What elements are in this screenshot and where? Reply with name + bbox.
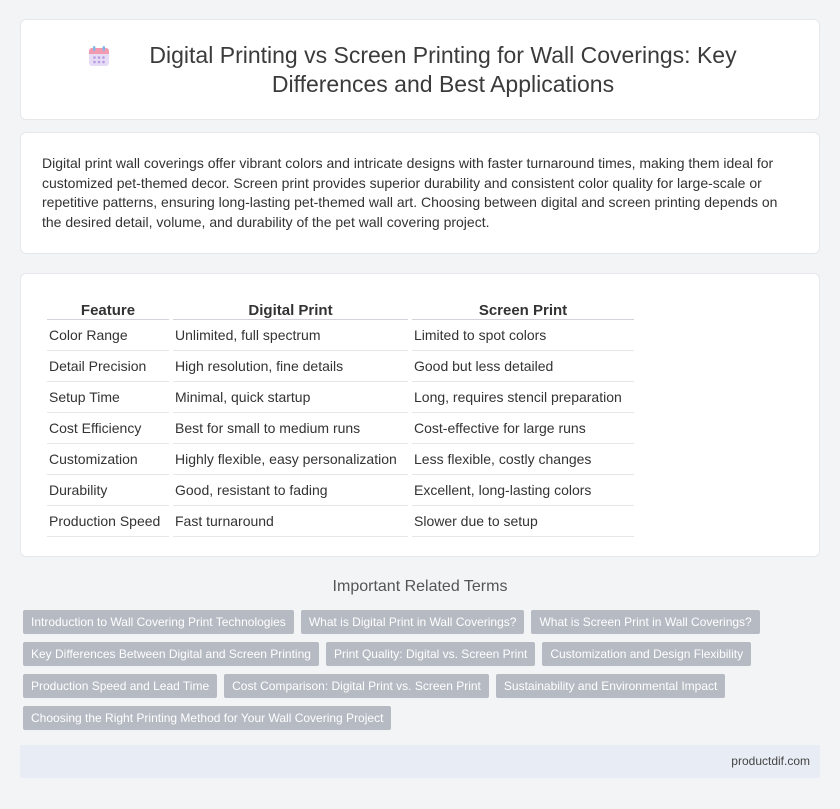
- related-term-tag[interactable]: Sustainability and Environmental Impact: [496, 674, 725, 698]
- related-terms-list: [23, 610, 813, 738]
- screen-cell: Limited to spot colors: [412, 320, 634, 351]
- feature-cell: Production Speed: [47, 506, 169, 537]
- page-title: Digital Printing vs Screen Printing for Wall Coverings: Key Differences and Best Applications: [149, 41, 737, 97]
- digital-cell: Minimal, quick startup: [173, 382, 408, 413]
- feature-cell: Customization: [47, 444, 169, 475]
- related-term-tag[interactable]: Cost Comparison: Digital Print vs. Screen Print: [224, 674, 489, 698]
- header-card: [20, 19, 820, 120]
- table-row: [47, 413, 634, 444]
- related-term-tag[interactable]: Introduction to Wall Covering Print Technologies: [23, 610, 294, 634]
- header-digital-print: Digital Print: [173, 296, 408, 320]
- feature-cell: Color Range: [47, 320, 169, 351]
- related-term-tag[interactable]: What is Screen Print in Wall Coverings?: [531, 610, 759, 634]
- screen-cell: Excellent, long-lasting colors: [412, 475, 634, 506]
- comparison-table: [43, 296, 638, 537]
- table-row: [47, 351, 634, 382]
- related-terms-title: Important Related Terms: [332, 578, 508, 595]
- digital-cell: Fast turnaround: [173, 506, 408, 537]
- table-row: [47, 506, 634, 537]
- footer-site-link[interactable]: productdif.com: [731, 754, 810, 768]
- comparison-card: [20, 273, 820, 557]
- related-term-tag[interactable]: Print Quality: Digital vs. Screen Print: [326, 642, 535, 666]
- table-header-row: [47, 296, 634, 320]
- intro-text: Digital print wall coverings offer vibrant colors and intricate designs with faster turnaround times, making them ideal for customized pet-themed decor. Screen print provides superior durability and consistent color quality for large-scale or repetitive patterns, ensuring long-lasting pet-themed wall art. Choosing between digital and screen printing depends on the desired detail, volume, and durability of the pet wall covering project.: [42, 155, 778, 230]
- related-term-tag[interactable]: Key Differences Between Digital and Screen Printing: [23, 642, 319, 666]
- screen-cell: Cost-effective for large runs: [412, 413, 634, 444]
- feature-cell: Setup Time: [47, 382, 169, 413]
- digital-cell: Highly flexible, easy personalization: [173, 444, 408, 475]
- related-term-tag[interactable]: Customization and Design Flexibility: [542, 642, 751, 666]
- intro-card: [20, 132, 820, 254]
- digital-cell: Unlimited, full spectrum: [173, 320, 408, 351]
- feature-cell: Durability: [47, 475, 169, 506]
- footer: [20, 745, 820, 778]
- header-feature: Feature: [47, 296, 169, 320]
- screen-cell: Long, requires stencil preparation: [412, 382, 634, 413]
- feature-cell: Detail Precision: [47, 351, 169, 382]
- digital-cell: High resolution, fine details: [173, 351, 408, 382]
- digital-cell: Good, resistant to fading: [173, 475, 408, 506]
- table-row: [47, 382, 634, 413]
- header-screen-print: Screen Print: [412, 296, 634, 320]
- table-row: [47, 475, 634, 506]
- title-wrap: [40, 41, 800, 99]
- feature-cell: Cost Efficiency: [47, 413, 169, 444]
- table-row: [47, 444, 634, 475]
- related-term-tag[interactable]: Choosing the Right Printing Method for Your Wall Covering Project: [23, 706, 391, 730]
- table-row: [47, 320, 634, 351]
- screen-cell: Less flexible, costly changes: [412, 444, 634, 475]
- related-term-tag[interactable]: Production Speed and Lead Time: [23, 674, 217, 698]
- related-term-tag[interactable]: What is Digital Print in Wall Coverings?: [301, 610, 525, 634]
- screen-cell: Good but less detailed: [412, 351, 634, 382]
- calendar-icon: [87, 44, 111, 68]
- digital-cell: Best for small to medium runs: [173, 413, 408, 444]
- screen-cell: Slower due to setup: [412, 506, 634, 537]
